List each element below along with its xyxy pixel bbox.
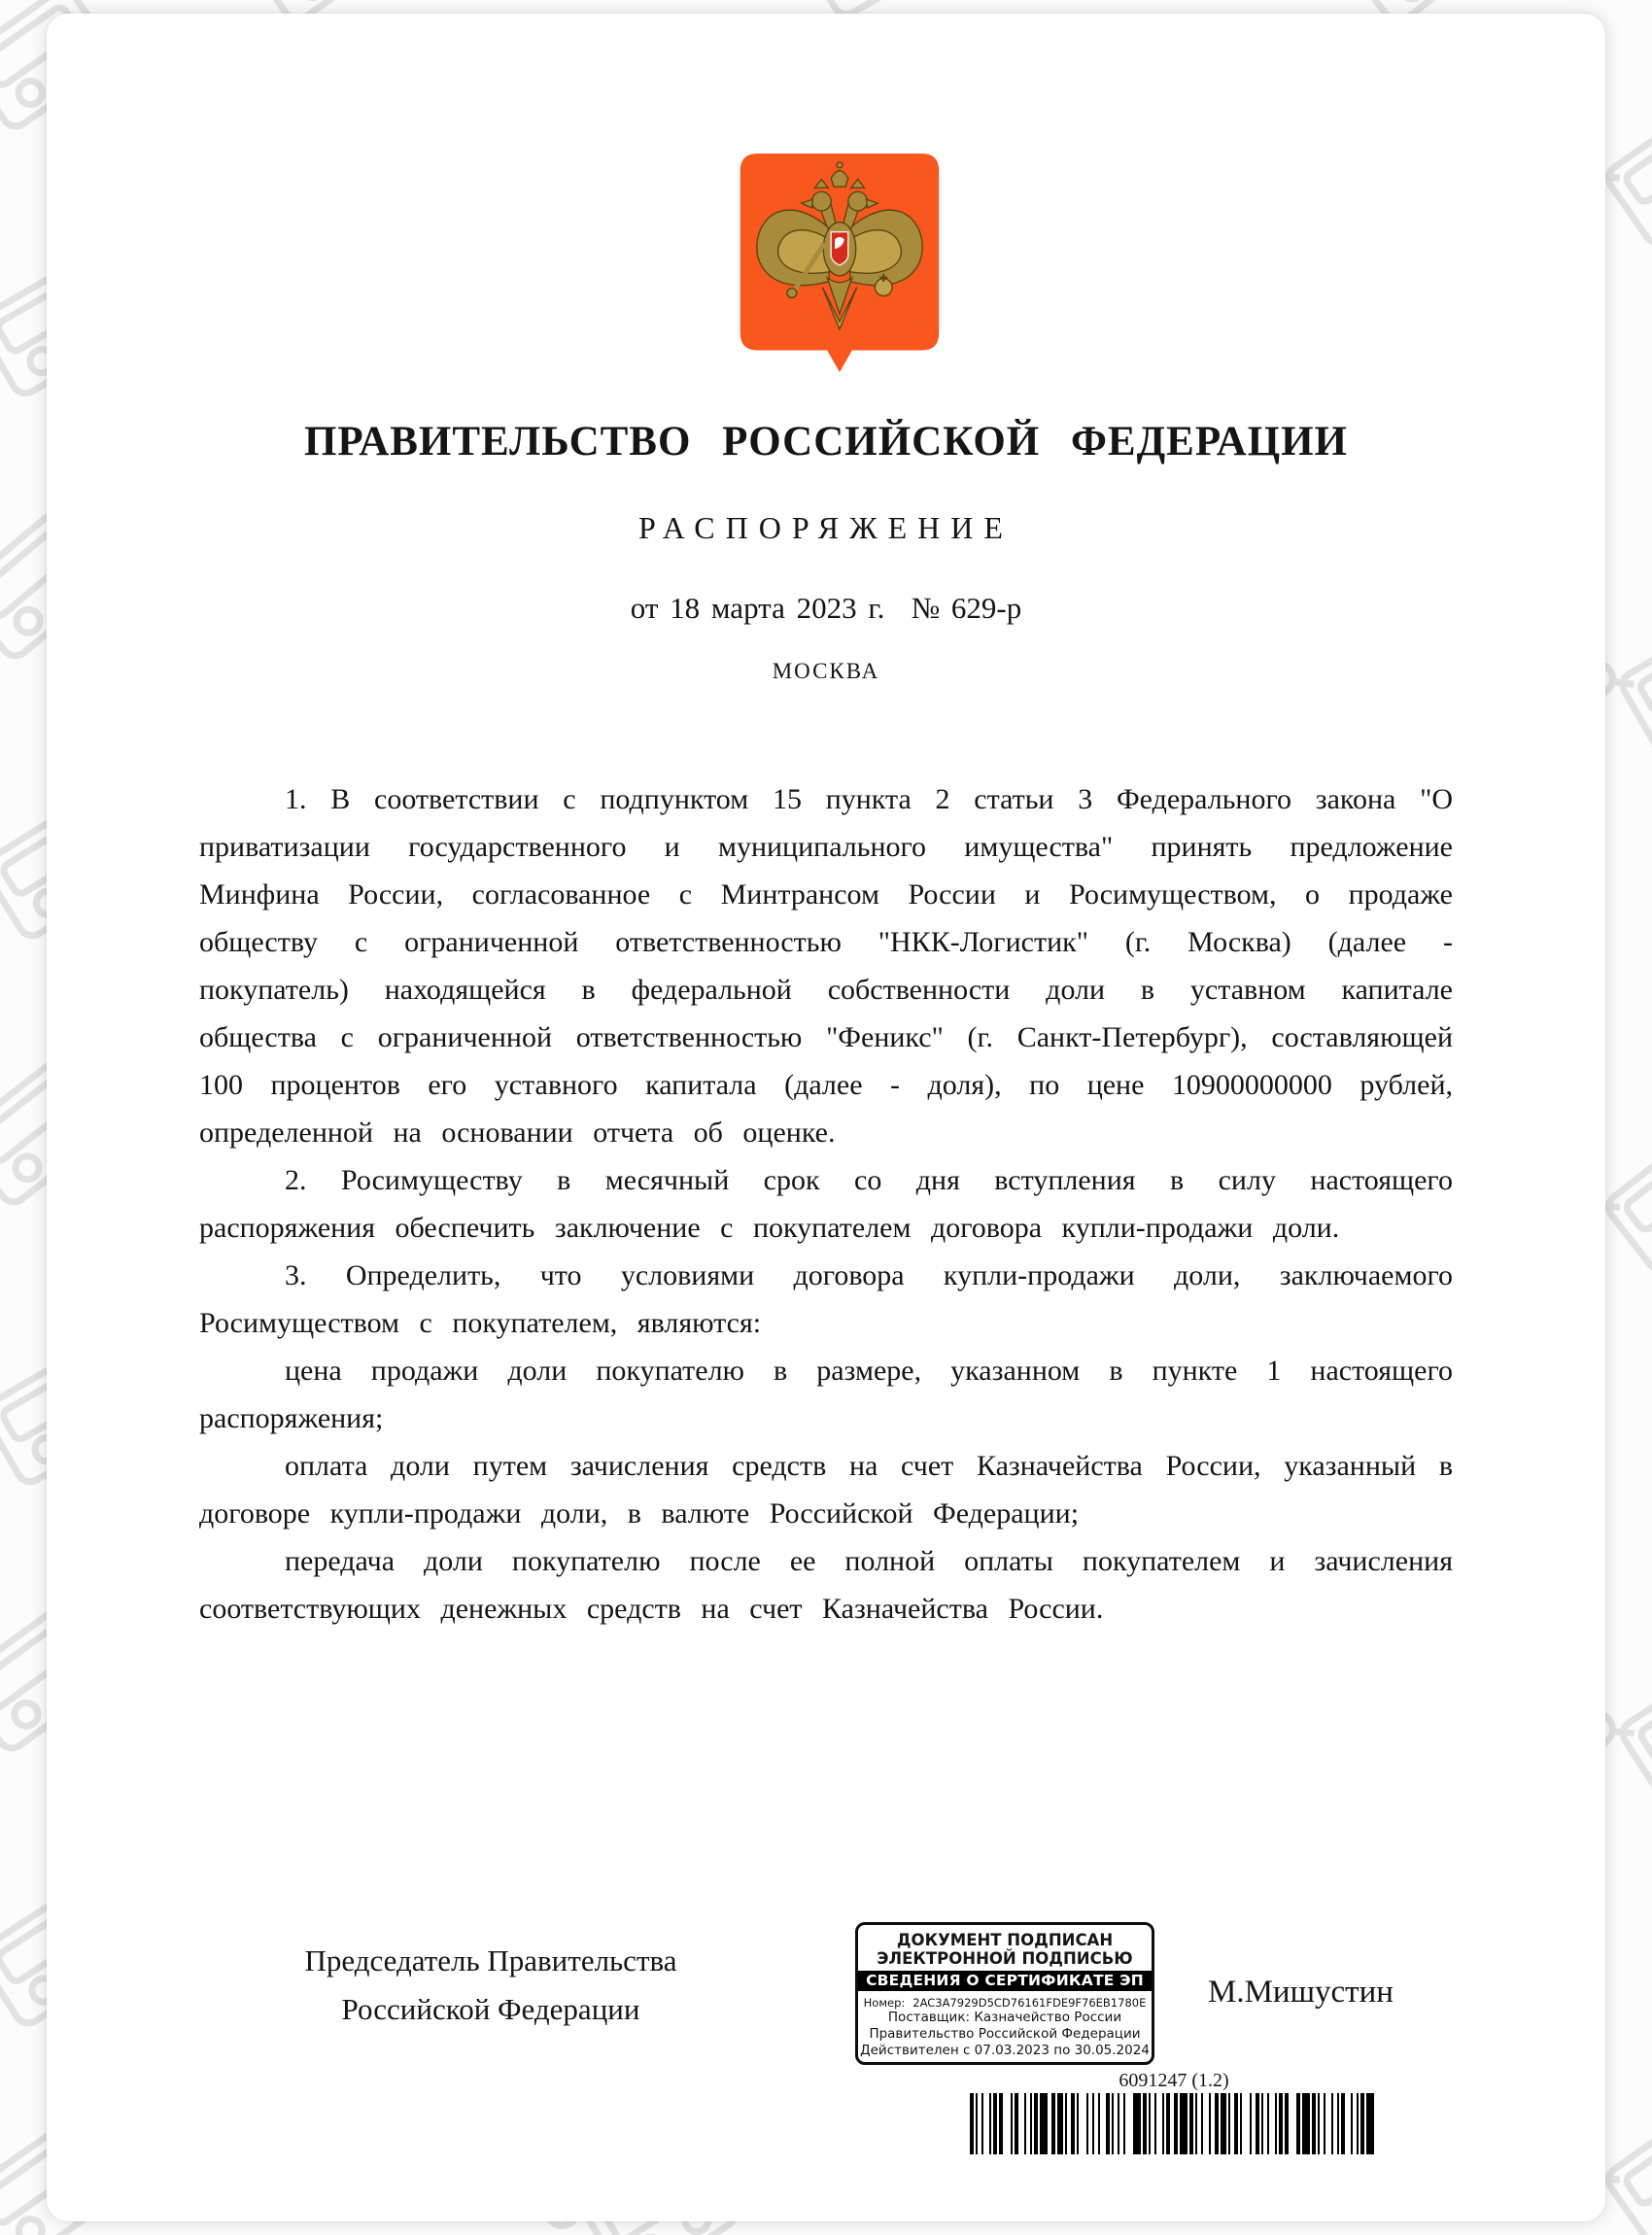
government-title: ПРАВИТЕЛЬСТВО РОССИЙСКОЙ ФЕДЕРАЦИИ [303,419,1349,464]
coat-of-arms-russia [737,152,943,377]
document-code: 6091247 (1.2) [1119,2070,1229,2091]
paragraph-3-item-price: цена продажи доли покупателю в размере, указанном в пункте 1 настоящего распоряжения; [199,1355,1453,1434]
stamp-title-line2: ЭЛЕКТРОННОЙ ПОДПИСЬЮ [877,1949,1133,1968]
stamp-number-value: 2AC3A7929D5CD76161FDE9F76EB1780E [912,1996,1147,2010]
decree-body [199,775,1453,1633]
stamp-validity-line: Действителен с 07.03.2023 по 30.05.2024 [860,2043,1150,2058]
signer-name: М.Мишустин [1208,1975,1394,2010]
signature-title-block [199,1937,782,2034]
paragraph-1: 1. В соответствии с подпунктом 15 пункта 2 статьи 3 Федерального закона "О приватизации государственного и муниципального имущества" принять предложение Минфина России, согласованное с Минтрансом России и Росимуществом, о продаже обществу с ограниченной ответственностью "НКК-Логистик" (г. Москва) (далее - покупатель) находящейся в федеральной собственности доли в уставном капитале общества с ограниченной ответственностью "Феникс" (г. Санкт-Петербург), составляющей 100 процентов его уставного капитала (далее - доля), по цене 10900000000 рублей, определенной на основании отчета об оценке. [199,783,1453,1149]
paragraph-2: 2. Росимуществу в месячный срок со дня вступления в силу настоящего распоряжения обеспечить заключение с покупателем договора купли-продажи доли. [199,1164,1453,1244]
e-signature-stamp [855,1922,1154,2065]
stamp-title-line1: ДОКУМЕНТ ПОДПИСАН [896,1931,1114,1949]
stamp-number-label: Номер: [863,1996,906,2010]
paragraph-3-item-transfer: передача доли покупателю после ее полной оплаты покупателем и зачисления соответствующих денежных средств на счет Казначейства России. [199,1545,1453,1625]
stamp-certificate-band: СВЕДЕНИЯ О СЕРТИФИКАТЕ ЭП [858,1971,1152,1991]
signature-title-line1: Председатель Правительства [304,1943,677,1977]
date-and-number-line: от 18 марта 2023 г. № 629-р [630,591,1022,625]
stamp-org-line: Правительство Российской Федерации [869,2026,1141,2042]
rider-inner-shield [831,232,848,265]
paragraph-3-item-payment: оплата доли путем зачисления средств на счет Казначейства России, указанный в договоре купли-продажи доли, в валюте Российской Федерации; [199,1450,1453,1530]
paragraph-3: 3. Определить, что условиями договора купли-продажи доли, заключаемого Росимуществом с покупателем, являются: [199,1259,1453,1339]
document-type-heading: РАСПОРЯЖЕНИЕ [638,510,1014,545]
signature-title-line2: Российской Федерации [341,1992,640,2026]
barcode [970,2093,1378,2154]
stamp-certificate-number [858,1996,1152,2010]
city-label: МОСКВА [772,659,880,683]
stamp-provider-line: Поставщик: Казначейство России [887,2010,1122,2025]
